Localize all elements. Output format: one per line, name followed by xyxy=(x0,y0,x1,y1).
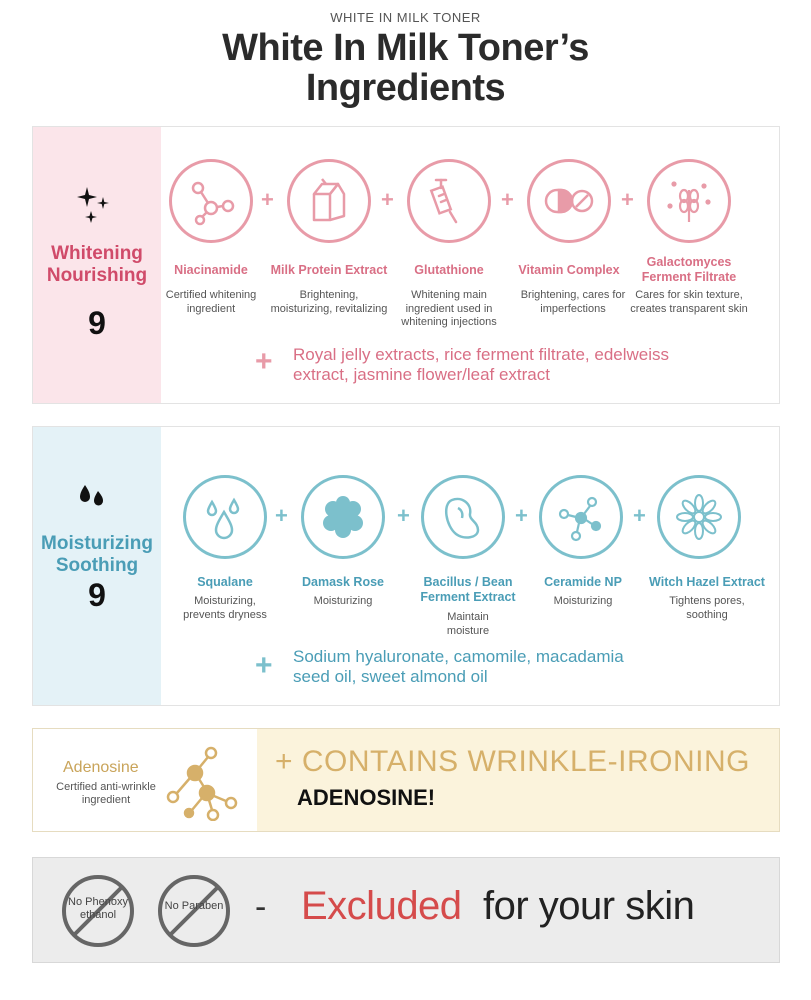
milk-carton-icon xyxy=(304,176,354,226)
sparkle-icon xyxy=(75,185,115,225)
ingredient-name: Niacinamide xyxy=(174,263,248,277)
excluded-rest-text: for your skin xyxy=(483,884,695,928)
ingredient-desc: Brightening, moisturizing, revitalizing xyxy=(270,289,388,315)
niacinamide-circle xyxy=(169,159,253,243)
whitening-extra-ingredients: Royal jelly extracts, rice ferment filtrate, edelweiss extract, jasmine flower/leaf extract xyxy=(293,345,670,384)
no-phenoxyethanol-text: No Phenoxy ethanol xyxy=(68,896,128,921)
whitening-section xyxy=(32,126,780,404)
plus-sign: + xyxy=(397,503,410,528)
adenosine-claim-line-2: ADENOSINE! xyxy=(297,785,436,810)
extra-plus-sign: + xyxy=(255,649,273,682)
syringe-icon xyxy=(424,176,474,226)
no-phenoxyethanol-badge xyxy=(61,874,135,948)
bean-icon xyxy=(438,492,488,542)
molecule-icon xyxy=(556,492,606,542)
plus-sign: + xyxy=(501,187,514,212)
moisturizing-extra-ingredients: Sodium hyaluronate, camomile, macadamia seed oil, sweet almond oil xyxy=(293,647,624,686)
glutathione-circle xyxy=(407,159,491,243)
moisturizing-title xyxy=(27,533,167,577)
moisturizing-title-line-2: Soothing xyxy=(55,555,139,576)
ingredient-name: Vitamin Complex xyxy=(518,263,620,277)
whitening-count: 9 xyxy=(88,305,106,341)
molecule-icon xyxy=(165,743,243,821)
plus-sign: + xyxy=(621,187,634,212)
bean-ferment-circle xyxy=(421,475,505,559)
ingredient-name: Squalane xyxy=(197,575,253,589)
adenosine-label-panel xyxy=(33,729,257,831)
moisturizing-count: 9 xyxy=(88,577,106,613)
galactomyces-circle xyxy=(647,159,731,243)
ingredient-name: Bacillus / Bean Ferment Extract xyxy=(420,575,516,604)
molecule-icon xyxy=(186,176,236,226)
ingredient-desc: Tightens pores, soothing xyxy=(669,595,745,621)
adenosine-claim-line-1: + CONTAINS WRINKLE-IRONING xyxy=(275,745,750,778)
ingredient-name: Witch Hazel Extract xyxy=(649,575,765,589)
ingredient-desc: Maintain moisture xyxy=(446,611,490,637)
plus-sign: + xyxy=(275,503,288,528)
ingredient-name: Milk Protein Extract xyxy=(270,263,388,277)
pill-icon xyxy=(544,176,594,226)
droplets-icon xyxy=(200,492,250,542)
moisturizing-section xyxy=(32,426,780,706)
milk-protein-circle xyxy=(287,159,371,243)
damask-rose-circle xyxy=(301,475,385,559)
ingredient-desc: Certified whitening ingredient xyxy=(165,289,257,315)
adenosine-name: Adenosine xyxy=(63,759,139,776)
adenosine-desc: Certified anti-wrinkle ingredient xyxy=(56,781,156,806)
ingredient-name: Glutathione xyxy=(414,263,484,277)
excluded-section xyxy=(32,857,780,963)
ingredient-name: Damask Rose xyxy=(302,575,384,589)
ingredient-desc: Cares for skin texture, creates transparent skin xyxy=(630,289,748,315)
ingredient-name: Ceramide NP xyxy=(544,575,622,589)
whitening-title-line-1: Whitening xyxy=(51,243,143,264)
whitening-side-panel xyxy=(33,127,161,403)
moisturizing-title-line-1: Moisturizing xyxy=(41,533,153,554)
plus-sign: + xyxy=(381,187,394,212)
title-line-2: Ingredients xyxy=(305,67,506,109)
ingredient-name: Galactomyces Ferment Filtrate xyxy=(641,255,737,284)
vitamin-complex-circle xyxy=(527,159,611,243)
product-eyebrow: WHITE IN MILK TONER xyxy=(330,10,481,25)
witch-hazel-circle xyxy=(657,475,741,559)
title-line-1: White In Milk Toner’s xyxy=(222,27,589,69)
squalane-circle xyxy=(183,475,267,559)
plus-sign: + xyxy=(633,503,646,528)
page-title xyxy=(0,28,811,108)
adenosine-section xyxy=(32,728,780,832)
flower-icon xyxy=(674,492,724,542)
ingredient-desc: Moisturizing xyxy=(553,595,613,607)
ingredient-desc: Moisturizing, prevents dryness xyxy=(183,595,267,621)
whitening-title xyxy=(33,243,161,287)
no-paraben-text: No Paraben xyxy=(164,900,224,912)
excluded-highlight: Excluded xyxy=(301,884,462,928)
ingredient-desc: Moisturizing xyxy=(313,595,373,607)
ingredient-desc: Whitening main ingredient used in whitening injections xyxy=(401,289,497,328)
ingredient-desc: Brightening, cares for imperfections xyxy=(520,289,626,315)
no-paraben-badge xyxy=(157,874,231,948)
droplets-icon xyxy=(77,479,107,509)
adenosine-claim-panel xyxy=(257,729,779,831)
plus-sign: + xyxy=(515,503,528,528)
whitening-title-line-2: Nourishing xyxy=(46,265,148,286)
plus-sign: + xyxy=(261,187,274,212)
extra-plus-sign: + xyxy=(255,345,273,378)
rose-icon xyxy=(318,492,368,542)
moisturizing-side-panel xyxy=(33,427,161,705)
grain-icon xyxy=(664,176,714,226)
excluded-dash: - xyxy=(255,888,267,926)
ceramide-circle xyxy=(539,475,623,559)
